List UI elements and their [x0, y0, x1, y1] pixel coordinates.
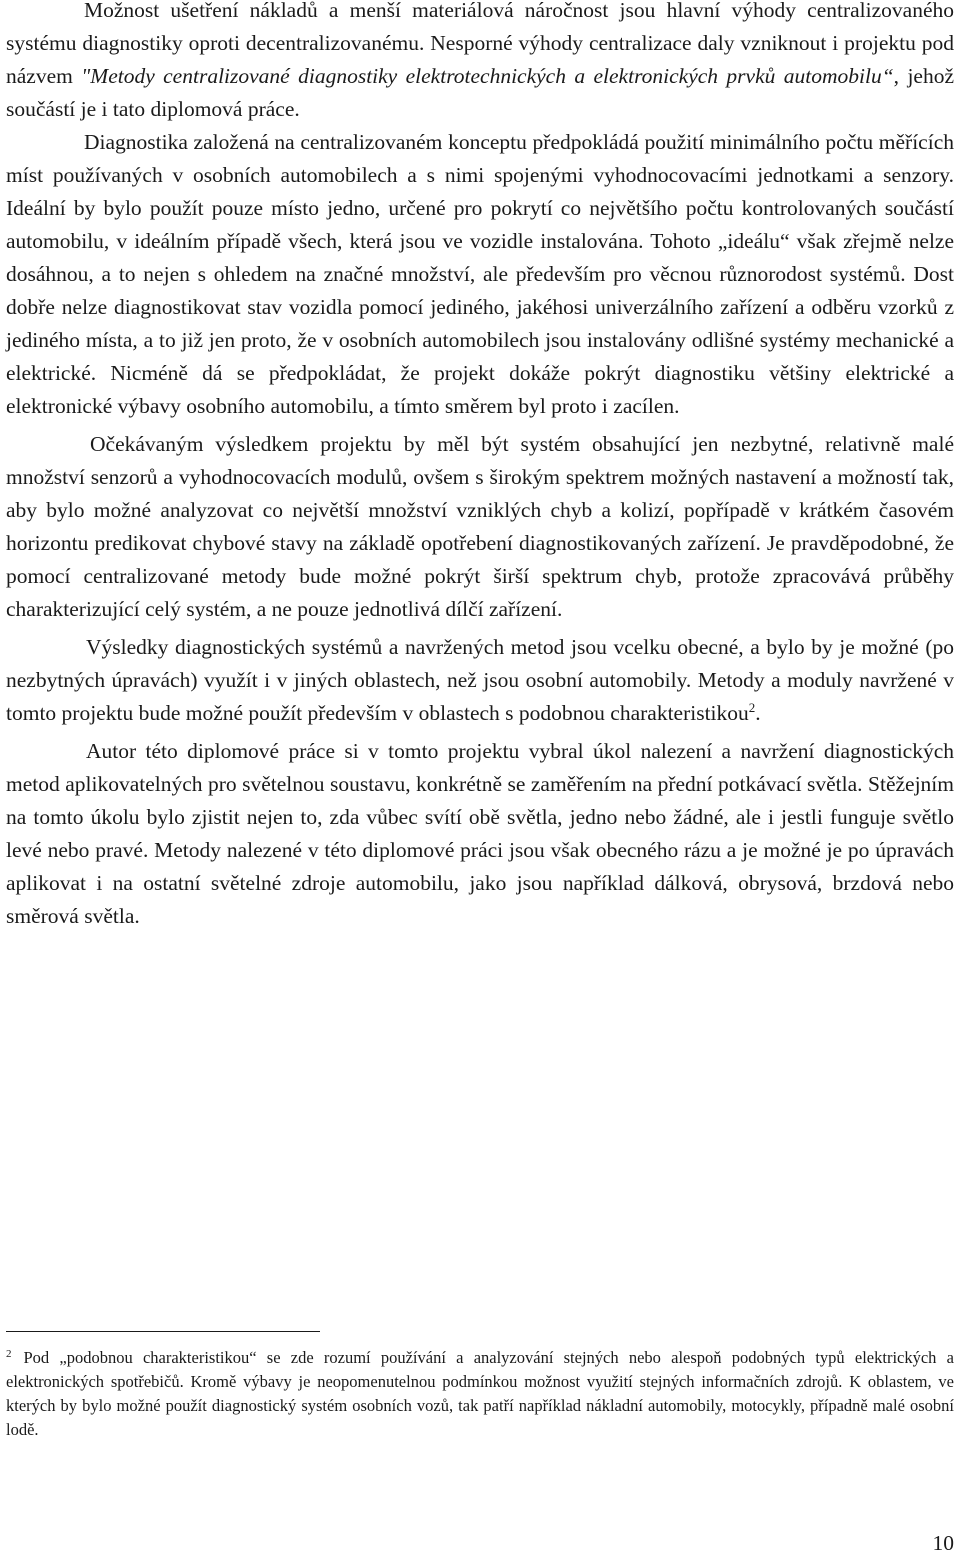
paragraph-3: Očekávaným výsledkem projektu by měl být systém obsahující jen nezbytné, relativně malé množství senzorů a vyhodnocovacích modulů, ovšem s širokým spektrem možných nastavení a možností tak, aby bylo možné analyzovat co největší množství vzniklých chyb a kolizí, popřípadě v krátkém časovém horizontu predikovat chybové stavy na základě opotřebení diagnostikovaných zařízení. Je pravděpodobné, že pomocí centralizované metody bude možné pokrýt širší spektrum chyb, protože zpracovává průběhy charakterizující celý systém, a ne pouze jednotlivá dílčí zařízení. — [6, 432, 954, 621]
paragraph-1 — [6, 0, 954, 126]
body-text — [6, 0, 954, 933]
paragraph-1-text-start: Možnost ušetření nákladů a menší materiálová náročnost jsou hlavní výhody centralizovaného systému diagnostiky oproti decentralizovanému. Nesporné výhody centralizace daly vzniknout i projektu pod názvem — [6, 0, 954, 88]
footnote-mark: 2 — [6, 1347, 12, 1360]
paragraph-2: Diagnostika založená na centralizovaném konceptu předpokládá použití minimálního počtu měřících míst používaných v osobních automobilech a s nimi spojenými vyhodnocovacími jednotkami a senzory. Ideální by bylo použít pouze místo jedno, určené pro pokrytí co největšího počtu kontrolovaných součástí automobilu, v ideálním případě všech, která jsou ve vozidle instalována. Tohoto „ideálu“ však zřejmě nelze dosáhnou, a to nejen s ohledem na značné množství, ale především pro věcnou různorodost systémů. Dost dobře nelze diagnostikovat stav vozidla pomocí jediného, jakéhosi univerzálního zařízení a odběru vzorků z jediného místa, a to již jen proto, že v osobních automobilech jsou instalovány odlišné systémy mechanické a elektrické. Nicméně dá se předpokládat, že projekt dokáže pokrýt diagnostiku většiny elektrické a elektronické výbavy osobního automobilu, a tímto směrem byl proto i zacílen. — [6, 130, 954, 418]
footnote-paragraph — [6, 1346, 954, 1442]
project-title: "Metody centralizované diagnostiky elektrotechnických a elektronických prvků automobilu“ — [81, 64, 894, 88]
paragraph-4-text: Výsledky diagnostických systémů a navržených metod jsou vcelku obecné, a bylo by je možné (po nezbytných úpravách) využít i v jiných oblastech, než jsou osobní automobily. Metody a moduly navržené v tomto projektu bude možné použít především v oblastech s podobnou charakteristikou — [6, 635, 954, 725]
paragraph-1-text-end: , jehož součástí je i tato diplomová práce. — [6, 64, 954, 121]
paragraph-5: Autor této diplomové práce si v tomto projektu vybral úkol nalezení a navržení diagnostických metod aplikovatelných pro světelnou soustavu, konkrétně se zaměřením na přední potkávací světla. Stěžejním na tomto úkolu bylo zjistit nejen to, zda vůbec svítí obě světla, jedno nebo žádné, ale i jestli funguje světlo levé nebo pravé. Metody nalezené v této diplomové práci jsou však obecného rázu a je možné je po úpravách aplikovat i na ostatní světelné zdroje automobilu, jako jsou například dálková, obrysová, brzdová nebo směrová světla. — [6, 739, 954, 928]
footnote-text: Pod „podobnou charakteristikou“ se zde rozumí používání a analyzování stejných nebo alespoň podobných typů elektrických a elektronických spotřebičů. Kromě výbavy je neopomenutelnou podmínkou možnost využití stejných informačních zdrojů. K oblastem, ve kterých by bylo možné použít diagnostický systém osobních vozů, tak patří například nákladní automobily, motocykly, případně malé osobní lodě. — [6, 1348, 954, 1439]
page-number: 10 — [932, 1531, 954, 1555]
paragraph-4-end: . — [755, 701, 761, 725]
footnote-reference: 2 — [748, 699, 756, 715]
paragraph-4 — [6, 631, 954, 730]
footnote — [6, 1346, 954, 1442]
footnote-separator — [6, 1331, 320, 1332]
